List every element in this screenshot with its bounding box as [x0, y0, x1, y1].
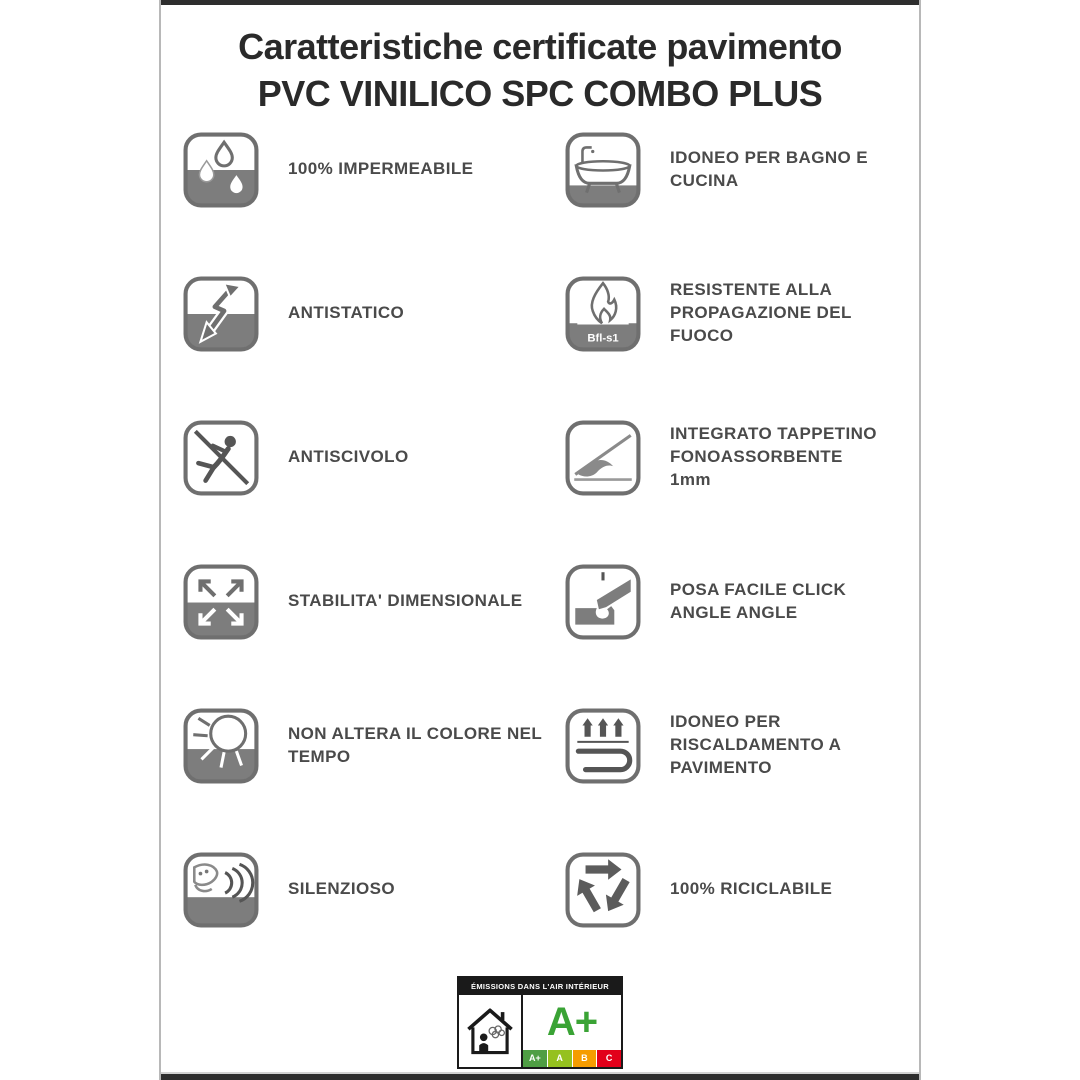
- recycle-icon: [565, 852, 641, 928]
- sun-icon: [183, 708, 259, 784]
- feature-colore: [183, 708, 565, 852]
- feature-label: POSA FACILE CLICK ANGLE ANGLE: [670, 579, 847, 622]
- scale-cell-c: C: [596, 1050, 621, 1067]
- no-slip-icon: [183, 420, 259, 496]
- quiet-step-icon: [183, 852, 259, 928]
- feature-tappetino: [565, 420, 923, 564]
- mat-peel-icon: [565, 420, 641, 496]
- expand-arrows-icon: [183, 564, 259, 640]
- feature-label: RESISTENTE ALLA PROPAGAZIONE DEL FUOCO: [670, 280, 852, 346]
- feature-label: IDONEO PER BAGNO E CUCINA: [670, 147, 869, 190]
- scale-cell-a: A: [547, 1050, 572, 1067]
- feature-label: STABILITA' DIMENSIONALE: [288, 591, 523, 611]
- fire-class-text: Bfl-s1: [587, 332, 619, 345]
- feature-label: NON ALTERA IL COLORE NEL TEMPO: [288, 723, 542, 766]
- floor-heating-icon: [565, 708, 641, 784]
- feature-posa-click: [565, 564, 923, 708]
- feature-stabilita: [183, 564, 565, 708]
- feature-label: IDONEO PER RISCALDAMENTO A PAVIMENTO: [670, 712, 841, 778]
- water-drops-icon: [183, 132, 259, 208]
- page-title: [171, 24, 909, 118]
- feature-label: INTEGRATO TAPPETINO FONOASSORBENTE 1mm: [670, 424, 877, 490]
- emissions-rating-cell: [523, 995, 621, 1067]
- feature-bagno-cucina: [565, 132, 923, 276]
- lightning-arrow-icon: [183, 276, 259, 352]
- top-border-bar: [161, 0, 919, 5]
- features-grid: [183, 132, 919, 962]
- page-title-line2: PVC VINILICO SPC COMBO PLUS: [257, 72, 823, 114]
- emissions-rating: A+: [546, 1000, 598, 1045]
- feature-impermeabile: [183, 132, 565, 276]
- feature-label: SILENZIOSO: [288, 879, 395, 899]
- feature-label: ANTISTATICO: [288, 303, 405, 323]
- feature-label: ANTISCIVOLO: [288, 447, 409, 467]
- feature-fuoco: [565, 276, 923, 420]
- scale-cell-aplus: A+: [523, 1050, 547, 1067]
- feature-antiscivolo: [183, 420, 565, 564]
- bathtub-icon: [565, 132, 641, 208]
- feature-silenzioso: [183, 852, 565, 962]
- house-emission-icon: [463, 1003, 517, 1059]
- feature-label: 100% IMPERMEABILE: [288, 159, 474, 179]
- feature-riscaldamento: [565, 708, 923, 852]
- page-title-line1: Caratteristiche certificate pavimento: [238, 26, 842, 67]
- emissions-body: [459, 995, 621, 1067]
- bottom-border-bar: [161, 1074, 919, 1080]
- emissions-scale: [523, 1050, 621, 1067]
- emissions-header: ÉMISSIONS DANS L'AIR INTÉRIEUR: [459, 978, 621, 995]
- feature-label: 100% RICICLABILE: [670, 879, 833, 899]
- feature-antistatico: [183, 276, 565, 420]
- click-install-icon: [565, 564, 641, 640]
- emissions-house-cell: [459, 995, 523, 1067]
- feature-riciclabile: [565, 852, 923, 962]
- scale-cell-b: B: [572, 1050, 597, 1067]
- air-emissions-label: [457, 976, 623, 1069]
- flame-icon: [565, 276, 641, 352]
- certificate-sheet: [159, 0, 921, 1080]
